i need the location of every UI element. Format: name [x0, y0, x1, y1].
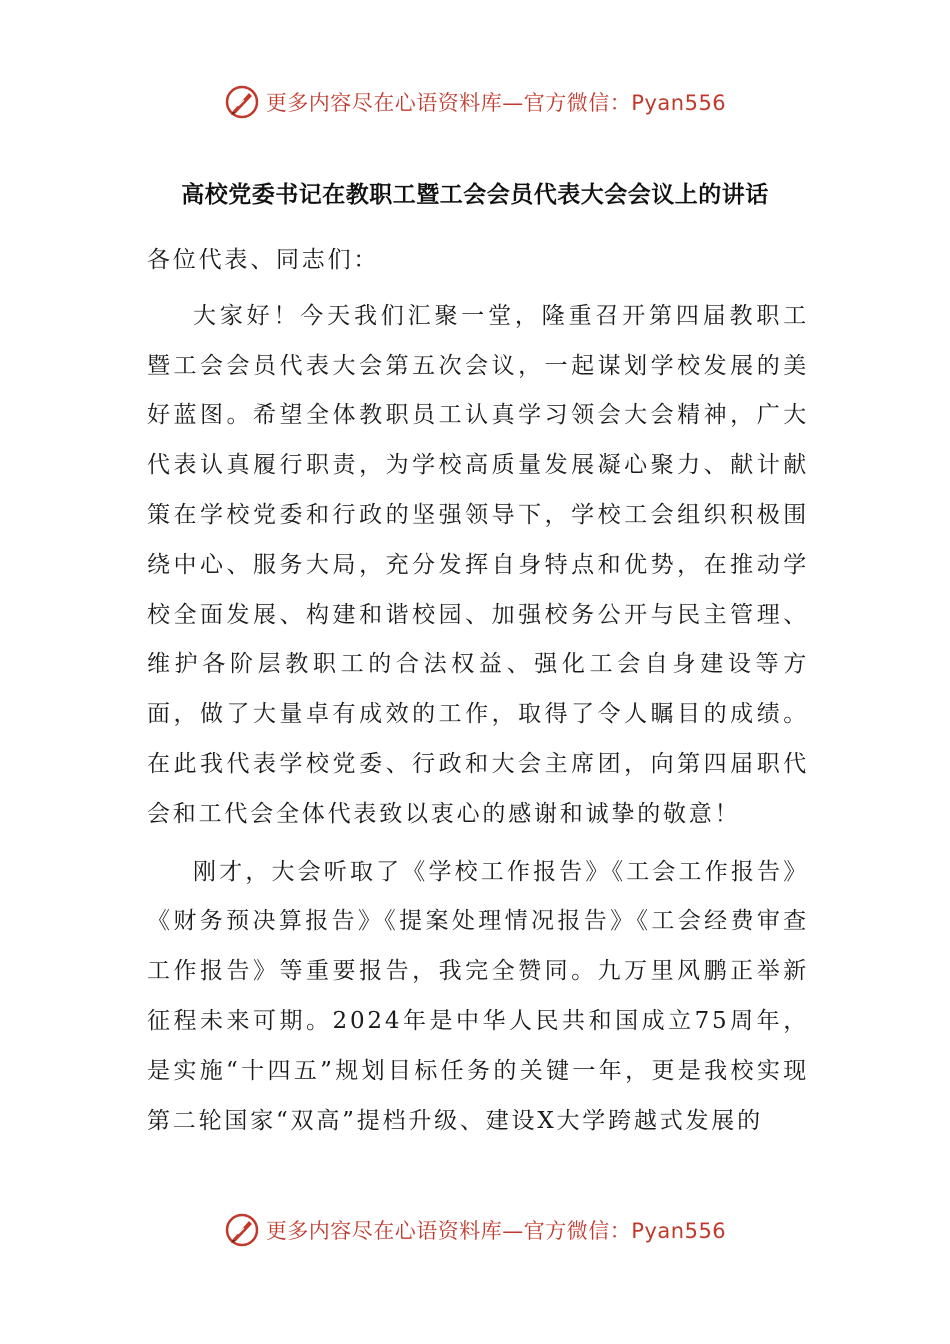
banner-text: 更多内容尽在心语资料库—官方微信：Pyan556 — [265, 91, 727, 115]
paragraph-2: 刚才，大会听取了《学校工作报告》《工会工作报告》《财务预决算报告》《提案处理情况报告》《工会经费审查工作报告》等重要报告，我完全赞同。九万里风鹏正举新征程未来可期。2024年是中华人民共和国成立75周年，是实施“十四五”规划目标任务的关键一年，更是我校实现第二轮国家“双高”提档升级、建设X大学跨越式发展的 — [147, 858, 809, 1134]
paragraph-1: 大家好！今天我们汇聚一堂，隆重召开第四届教职工暨工会会员代表大会第五次会议，一起谋划学校发展的美好蓝图。希望全体教职员工认真学习领会大会精神，广大代表认真履行职责，为学校高质量发展凝心聚力、献计献策在学校党委和行政的坚强领导下，学校工会组织积极围绕中心、服务大局，充分发挥自身特点和优势，在推动学校全面发展、构建和谐校园、加强校务公开与民主管理、维护各阶层教职工的合法权益、强化工会自身建设等方面，做了大量卓有成效的工作，取得了令人瞩目的成绩。在此我代表学校党委、行政和大会主席团，向第四届职代会和工代会全体代表致以衷心的感谢和诚挚的敬意！ — [147, 302, 809, 827]
footer-banner — [0, 1210, 950, 1250]
banner-text: 更多内容尽在心语资料库—官方微信：Pyan556 — [265, 1219, 727, 1243]
header-banner — [0, 82, 950, 122]
document-body — [147, 236, 809, 1154]
salutation: 各位代表、同志们： — [147, 247, 380, 273]
quill-pen-logo-icon — [224, 84, 260, 120]
quill-pen-logo-icon — [224, 1212, 260, 1248]
document-title: 高校党委书记在教职工暨工会会员代表大会会议上的讲话 — [181, 182, 769, 208]
